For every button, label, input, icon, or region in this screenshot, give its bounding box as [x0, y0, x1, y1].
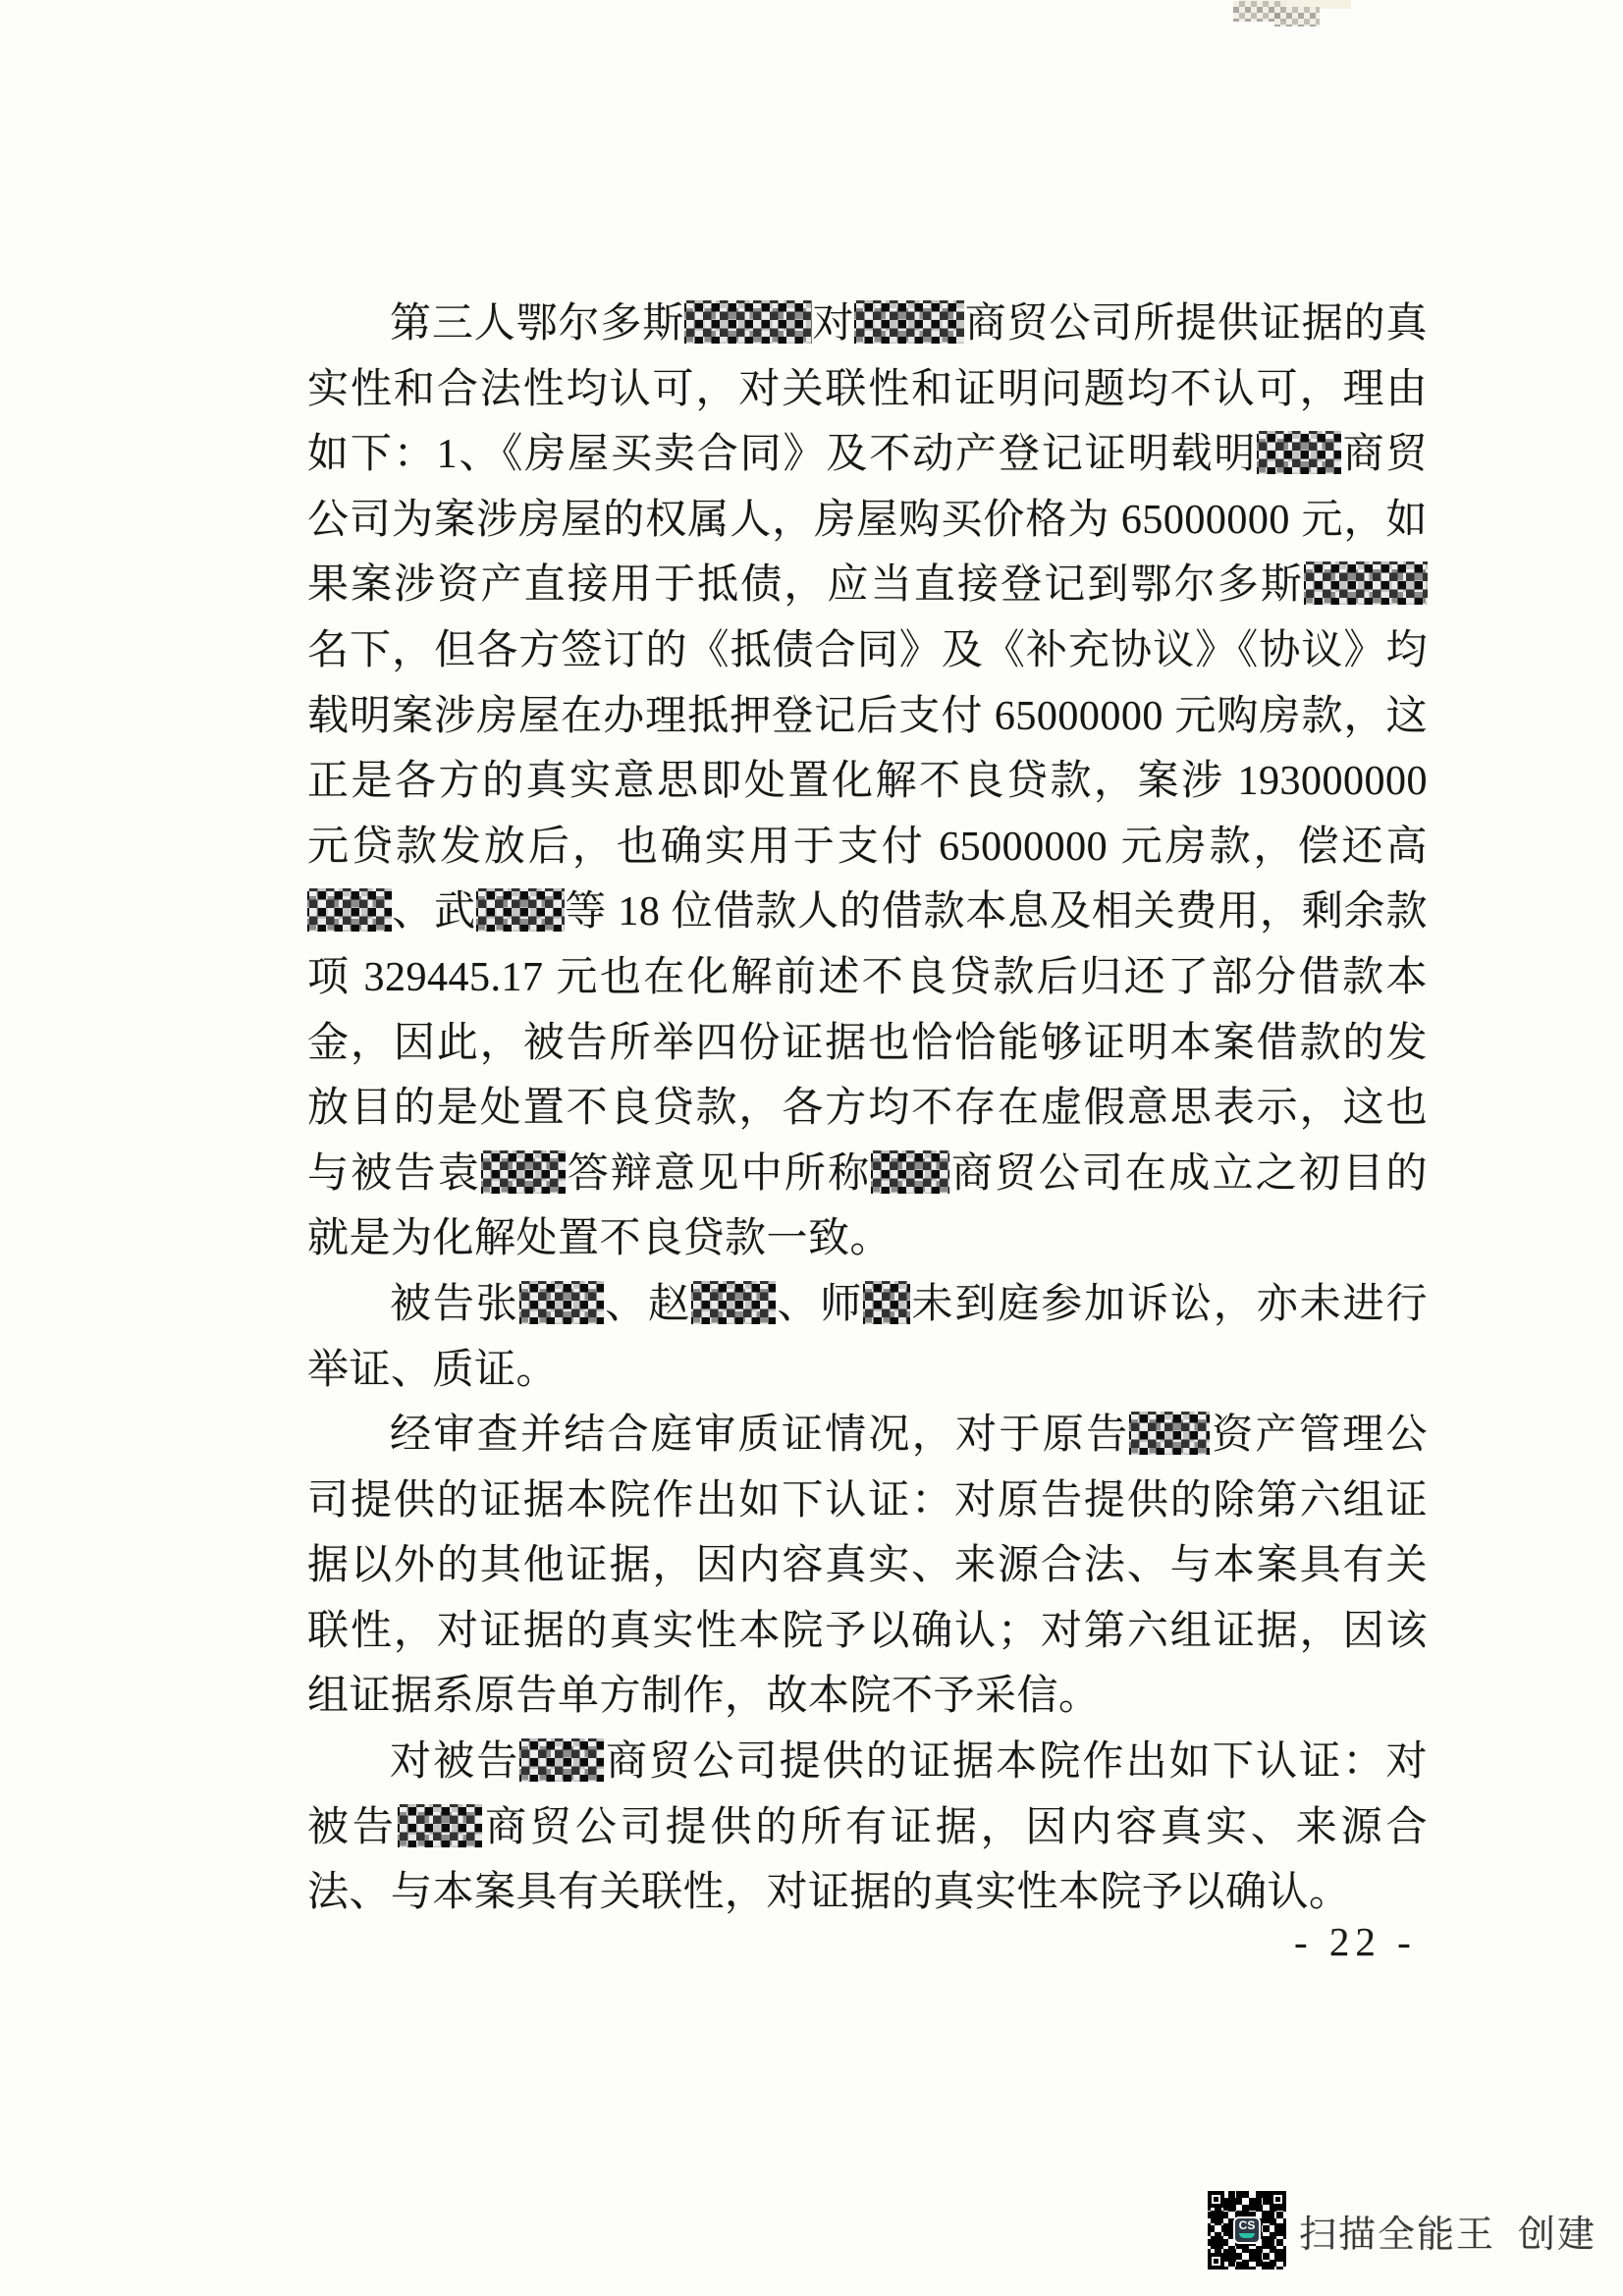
redaction-block	[1304, 561, 1428, 605]
scan-artifact	[1274, 7, 1320, 27]
redaction-block	[871, 1150, 949, 1194]
paragraph: 第三人鄂尔多斯 对 商贸公司所提供证据的真实性和合法性均认可，对关联性和证明问题均不认可，理由如下：1、《房屋买卖合同》及不动产登记证明载明 商贸公司为案涉房屋的权属人，房屋购买价格为 65000000 元，如果案涉资产直接用于抵债，应当直接登记到鄂尔多斯名下，但各方签订的《抵债合同》及《补充协议》《协议》均载明案涉房屋在办理抵押登记后支付 65000000 元购房款，这正是各方的真实意思即处置化解不良贷款，案涉 193000000 元贷款发放后，也确实用于支付 65000000 元房款，偿还高、武 等 18 位借款人的借款本息及相关费用，剩余款项 329445.17 元也在化解前述不良贷款后归还了部分借款本金，因此，被告所举四份证据也恰恰能够证明本案借款的发放目的是处置不良贷款，各方均不存在虚假意思表示，这也与被告袁 答辩意见中所称 商贸公司在成立之初目的就是为化解处置不良贷款一致。	[307, 301, 1428, 1262]
paragraph: 对被告 商贸公司提供的证据本院作出如下认证：对被告 商贸公司提供的所有证据，因内容真实、来源合法、与本案具有关联性，对证据的真实性本院予以确认。	[307, 1739, 1428, 1916]
redaction-block	[481, 1150, 566, 1194]
redaction-block	[307, 888, 392, 932]
redaction-block	[1129, 1412, 1210, 1455]
qr-finder-icon	[1270, 2191, 1286, 2208]
scanner-credit-label: 扫描全能王 创建	[1299, 2214, 1597, 2256]
qr-code	[1208, 2191, 1286, 2269]
redaction-block	[398, 1804, 482, 1847]
redaction-block	[1257, 431, 1341, 474]
qr-finder-icon	[1208, 2191, 1224, 2208]
redaction-block	[519, 1281, 604, 1324]
camscanner-arc-icon	[1239, 2233, 1255, 2238]
redaction-block	[691, 1281, 776, 1324]
paragraph: 被告张 、赵 、师 未到庭参加诉讼，亦未进行举证、质证。	[307, 1281, 1428, 1393]
redaction-block	[854, 300, 964, 344]
page-number: - 22 -	[1294, 1919, 1417, 1964]
qr-finder-icon	[1208, 2253, 1224, 2269]
redaction-block	[863, 1281, 910, 1324]
camscanner-logo-icon: CS	[1233, 2216, 1261, 2244]
redaction-block	[476, 888, 565, 932]
document-body	[307, 292, 1428, 1926]
redaction-block	[519, 1738, 604, 1782]
scanner-footer	[1208, 2191, 1596, 2269]
redaction-block	[684, 300, 812, 344]
paragraph: 经审查并结合庭审质证情况，对于原告 资产管理公司提供的证据本院作出如下认证：对原告提供的除第六组证据以外的其他证据，因内容真实、来源合法、与本案具有关联性，对证据的真实性本院予以确认；对第六组证据，因该组证据系原告单方制作，故本院不予采信。	[307, 1413, 1428, 1720]
